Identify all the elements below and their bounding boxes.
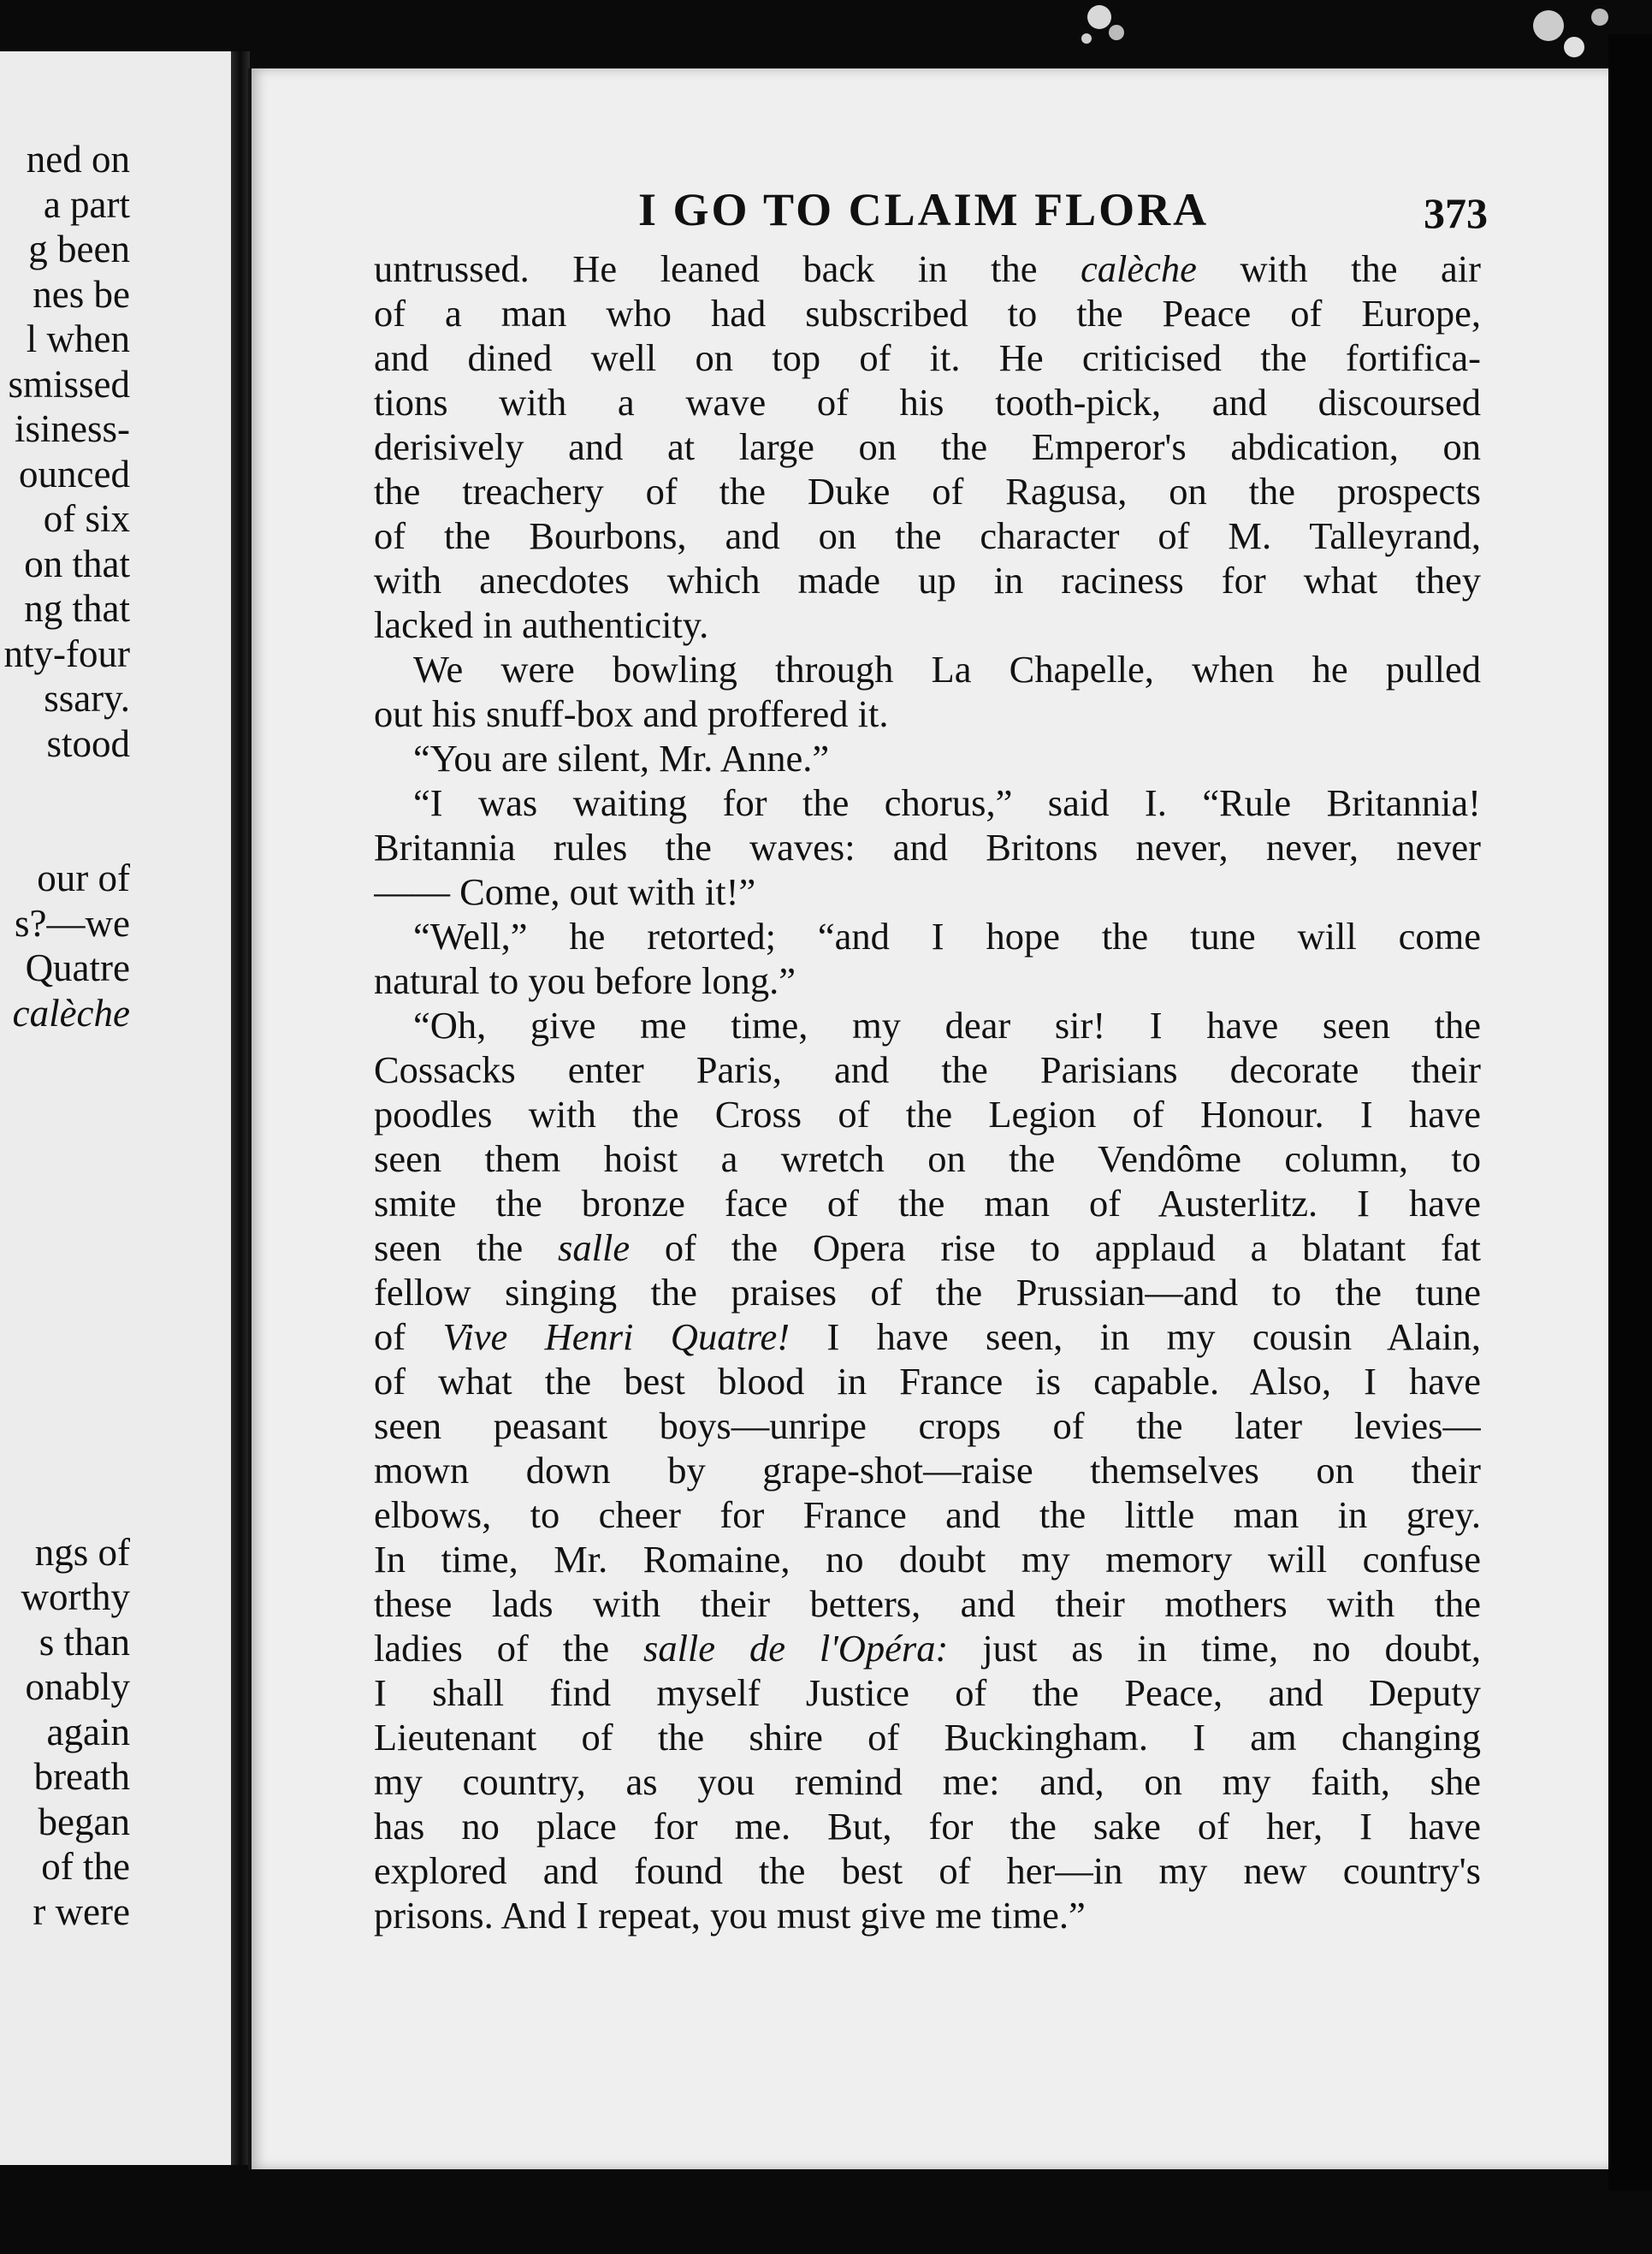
left-text-fragment: began [38,1800,130,1843]
left-page [0,51,234,2165]
left-text-fragment: worthy [21,1575,130,1618]
text-line: seen the salle of the Opera rise to applaud a blatant fat [374,1226,1481,1269]
left-text-fragment: a part [43,182,130,226]
text-line: mown down by grape-shot—raise themselves on their [374,1449,1481,1492]
text-line: natural to you before long.” [374,959,796,1002]
text-line: explored and found the best of her—in my new country's [374,1849,1481,1892]
left-text-fragment: isiness- [15,407,130,450]
text-line: “Oh, give me time, my dear sir! I have seen the [413,1004,1481,1047]
body-text [374,246,1481,1937]
left-text-fragment: g been [28,228,130,270]
text-line: “Well,” he retorted; “and I hope the tune will come [413,915,1481,958]
text-line: poodles with the Cross of the Legion of Honour. I have [374,1093,1481,1136]
left-text-fragment: of the [41,1845,130,1888]
text-line: of Vive Henri Quatre! I have seen, in my cousin Alain, [374,1315,1481,1358]
left-text-fragment: our of [37,857,130,899]
text-line: smite the bronze face of the man of Austerlitz. I have [374,1182,1481,1225]
left-text-fragment: onably [25,1665,130,1708]
left-text-fragment: l when [26,317,130,360]
left-text-fragment: ned on [26,138,130,181]
text-line: of a man who had subscribed to the Peace of Europe, [374,292,1481,335]
left-text-fragment: on that [24,542,130,585]
scan-right-edge [1608,34,1652,2191]
text-line: We were bowling through La Chapelle, when he pulled [413,648,1481,691]
left-text-fragment: r were [33,1889,130,1933]
italic-phrase: salle [558,1226,631,1269]
text-line: of the Bourbons, and on the character of M. Talleyrand, [374,514,1481,557]
book-gutter [231,51,250,2165]
text-line: and dined well on top of it. He criticised the fortifica- [374,336,1481,379]
left-text-fragment: Quatre [25,946,130,989]
scan-edge-noise [1069,0,1652,68]
text-line: derisively and at large on the Emperor's abdication, on [374,425,1481,468]
left-text-fragment: calèche [12,991,130,1035]
left-text-fragment: breath [33,1755,130,1798]
left-text-fragment: smissed [8,362,130,406]
left-text-fragment: s than [38,1620,130,1664]
text-line: of what the best blood in France is capable. Also, I have [374,1360,1481,1403]
text-line: my country, as you remind me: and, on my faith, she [374,1760,1481,1803]
text-line: prisons. And I repeat, you must give me time.” [374,1894,1086,1937]
text-line: seen them hoist a wretch on the Vendôme column, to [374,1137,1481,1180]
text-line: untrussed. He leaned back in the calèche with the air [374,247,1481,290]
left-text-fragment: ngs of [34,1530,130,1574]
page-header [252,183,1612,238]
left-text-fragment: of six [43,497,130,540]
text-line: out his snuff-box and proffered it. [374,692,889,735]
text-line: the treachery of the Duke of Ragusa, on the prospects [374,470,1481,513]
left-text-fragment: nty-four [3,632,130,675]
text-line: Lieutenant of the shire of Buckingham. I am changing [374,1716,1481,1759]
left-text-fragment: again [46,1710,130,1753]
text-line: I shall find myself Justice of the Peace, and Deputy [374,1671,1481,1714]
text-line: —— Come, out with it!” [374,870,756,913]
text-line: tions with a wave of his tooth-pick, and discoursed [374,381,1481,424]
left-text-fragment: ng that [24,587,130,630]
italic-phrase: salle de l'Opéra: [643,1627,949,1670]
text-line: “I was waiting for the chorus,” said I. “Rule Britannia! [413,781,1481,824]
text-line: elbows, to cheer for France and the little man in grey. [374,1493,1481,1536]
left-text-fragment: nes be [33,272,130,316]
text-line: has no place for me. But, for the sake of her, I have [374,1805,1481,1848]
left-text-fragment: ounced [19,452,130,495]
left-text-fragment: ssary. [44,677,130,720]
text-line: ladies of the salle de l'Opéra: just as in time, no doubt, [374,1627,1481,1670]
text-line: with anecdotes which made up in raciness for what they [374,559,1481,602]
text-line: these lads with their betters, and their mothers with the [374,1582,1481,1625]
italic-phrase: Vive Henri Quatre! [442,1315,790,1358]
right-page [248,68,1612,2169]
page-number: 373 [1424,189,1488,237]
text-line: “You are silent, Mr. Anne.” [413,737,830,780]
text-line: In time, Mr. Romaine, no doubt my memory will confuse [374,1538,1481,1581]
text-line: Cossacks enter Paris, and the Parisians decorate their [374,1048,1481,1091]
text-line: Britannia rules the waves: and Britons never, never, never [374,826,1481,869]
left-text-fragment: stood [46,721,130,765]
text-line: fellow singing the praises of the Prussian—and to the tune [374,1271,1481,1314]
italic-phrase: calèche [1081,247,1197,290]
text-line: lacked in authenticity. [374,603,709,646]
left-text-fragment: s?—we [15,901,130,945]
text-line: seen peasant boys—unripe crops of the later levies— [374,1404,1481,1447]
running-title: I GO TO CLAIM FLORA [638,184,1210,235]
